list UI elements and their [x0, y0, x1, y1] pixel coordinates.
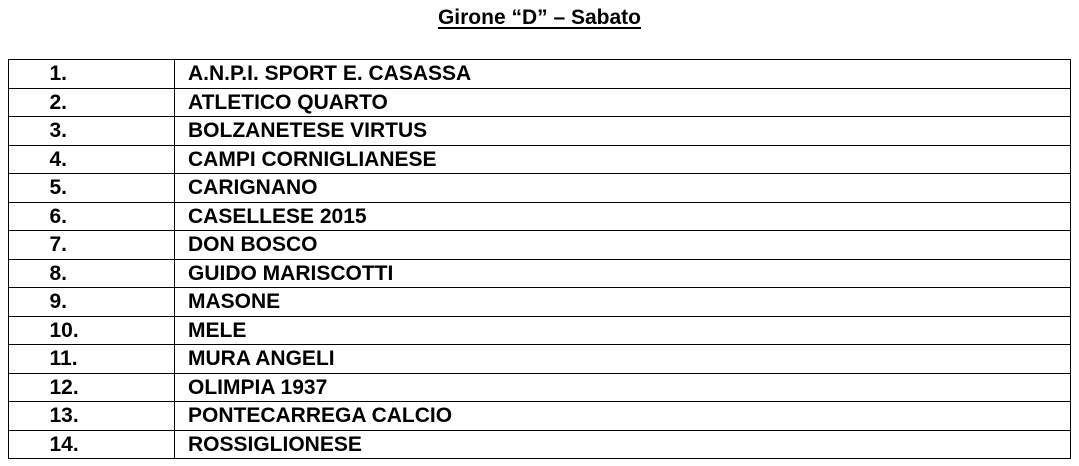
team-number: 6.	[49, 204, 68, 228]
team-number-cell	[9, 117, 175, 146]
page-title	[0, 5, 1079, 31]
page-title-text: Girone “D” – Sabato	[437, 6, 642, 29]
team-name: MELE	[175, 316, 1071, 345]
team-number-cell	[9, 202, 175, 231]
team-number: 5.	[49, 176, 68, 200]
table-row	[9, 345, 1071, 374]
team-number-cell	[9, 345, 175, 374]
table-row	[9, 202, 1071, 231]
table-row	[9, 145, 1071, 174]
team-number: 3.	[49, 119, 68, 143]
team-name: CAMPI CORNIGLIANESE	[175, 145, 1071, 174]
team-name: BOLZANETESE VIRTUS	[175, 117, 1071, 146]
team-name: ROSSIGLIONESE	[175, 430, 1071, 459]
team-number-cell	[9, 430, 175, 459]
team-number: 14.	[49, 432, 79, 456]
team-name: MASONE	[175, 288, 1071, 317]
table-row	[9, 316, 1071, 345]
team-number-cell	[9, 288, 175, 317]
team-number: 2.	[49, 90, 68, 114]
team-name: PONTECARREGA CALCIO	[175, 402, 1071, 431]
team-name: CARIGNANO	[175, 174, 1071, 203]
team-number: 11.	[49, 347, 78, 371]
table-row	[9, 231, 1071, 260]
table-row	[9, 174, 1071, 203]
team-number: 10.	[49, 318, 79, 342]
table-row	[9, 117, 1071, 146]
team-number-cell	[9, 174, 175, 203]
table-row	[9, 430, 1071, 459]
team-number-cell	[9, 402, 175, 431]
table-row	[9, 373, 1071, 402]
table-row	[9, 288, 1071, 317]
team-number: 4.	[49, 147, 68, 171]
team-number: 1.	[49, 62, 68, 86]
team-number-cell	[9, 88, 175, 117]
team-number-cell	[9, 145, 175, 174]
team-number: 9.	[49, 290, 68, 314]
team-number: 13.	[49, 404, 79, 428]
teams-table	[8, 59, 1071, 459]
team-number: 12.	[49, 375, 79, 399]
team-number-cell	[9, 373, 175, 402]
team-name: ATLETICO QUARTO	[175, 88, 1071, 117]
table-row	[9, 402, 1071, 431]
table-row	[9, 88, 1071, 117]
team-number: 7.	[49, 233, 68, 257]
team-name: OLIMPIA 1937	[175, 373, 1071, 402]
team-name: A.N.P.I. SPORT E. CASASSA	[175, 60, 1071, 89]
table-row	[9, 60, 1071, 89]
table-row	[9, 259, 1071, 288]
team-number-cell	[9, 60, 175, 89]
team-name: CASELLESE 2015	[175, 202, 1071, 231]
team-name: GUIDO MARISCOTTI	[175, 259, 1071, 288]
team-number-cell	[9, 259, 175, 288]
team-number-cell	[9, 231, 175, 260]
team-name: DON BOSCO	[175, 231, 1071, 260]
team-number-cell	[9, 316, 175, 345]
team-number: 8.	[49, 261, 68, 285]
team-name: MURA ANGELI	[175, 345, 1071, 374]
